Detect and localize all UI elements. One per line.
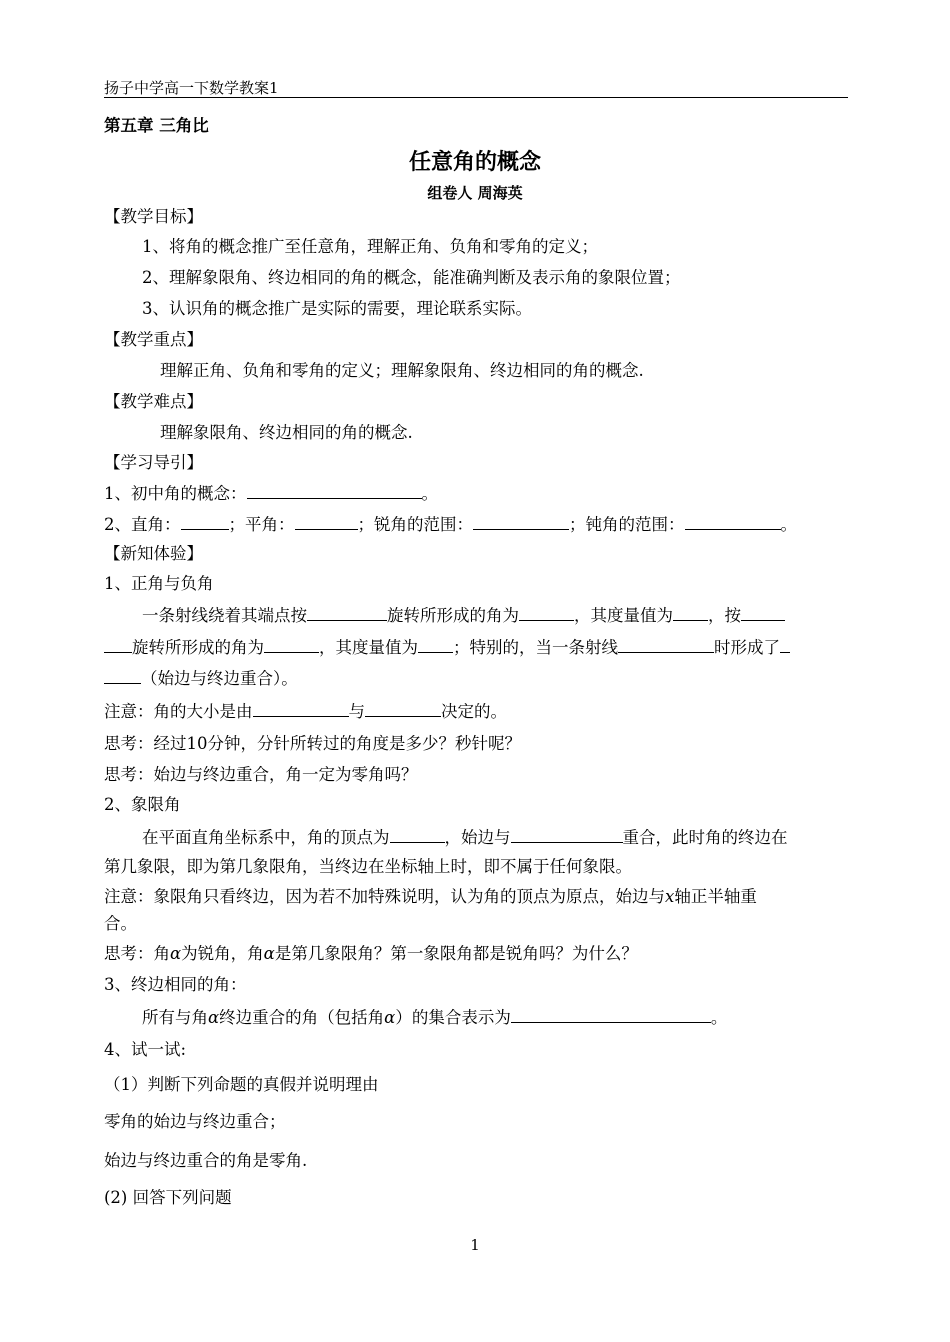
goal-item: 3、认识角的概念推广是实际的需要，理论联系实际。 bbox=[142, 299, 532, 318]
answer-blank bbox=[418, 636, 453, 653]
part-1-line-1: 一条射线绕着其端点按 旋转所形成的角为 ，其度量值为 ，按 bbox=[142, 604, 785, 627]
answer-blank bbox=[780, 636, 790, 653]
part-2-line-1: 在平面直角坐标系中，角的顶点为 ，始边与 重合，此时角的终边在 bbox=[142, 828, 788, 847]
difficulty-text: 理解象限角、终边相同的角的概念. bbox=[160, 423, 413, 442]
author-line: 组卷人 周海英 bbox=[427, 184, 523, 202]
part-1-line-3: （始边与终边重合）。 bbox=[104, 667, 298, 690]
page-header: 扬子中学高一下数学教案1 bbox=[104, 79, 279, 97]
answer-blank bbox=[104, 667, 141, 684]
question-1a: 零角的始边与终边重合； bbox=[104, 1112, 286, 1131]
answer-blank bbox=[511, 1006, 711, 1023]
answer-blank bbox=[104, 636, 132, 653]
think-3: 思考：角α为锐角，角α是第几象限角？第一象限角都是锐角吗？为什么？ bbox=[104, 944, 638, 963]
key-text: 理解正角、负角和零角的定义；理解象限角、终边相同的角的概念. bbox=[160, 361, 644, 380]
section-guide: 【学习导引】 bbox=[104, 453, 203, 472]
part-2-line-2: 第几象限，即为第几象限角，当终边在坐标轴上时，即不属于任何象限。 bbox=[104, 857, 632, 876]
alpha-symbol: α bbox=[263, 944, 275, 963]
answer-blank bbox=[685, 513, 781, 530]
note-1: 注意：角的大小是由 与 决定的。 bbox=[104, 702, 507, 721]
note-2-cont: 合。 bbox=[104, 914, 137, 933]
answer-blank bbox=[365, 700, 441, 717]
alpha-symbol: α bbox=[384, 1008, 396, 1027]
goal-item: 2、理解象限角、终边相同的角的概念，能准确判断及表示角的象限位置； bbox=[142, 268, 681, 287]
part-4-title: 4、试一试: bbox=[104, 1040, 187, 1059]
guide-item-1: 1、初中角的概念： 。 bbox=[104, 484, 438, 503]
answer-blank bbox=[618, 636, 714, 653]
section-goals: 【教学目标】 bbox=[104, 207, 203, 226]
part-3-title: 3、终边相同的角： bbox=[104, 975, 247, 994]
page-title: 任意角的概念 bbox=[408, 150, 541, 175]
think-1: 思考：经过10分钟，分针所转过的角度是多少？秒针呢？ bbox=[104, 734, 521, 753]
x-variable: x bbox=[665, 887, 675, 906]
question-1b: 始边与终边重合的角是零角. bbox=[104, 1151, 308, 1170]
answer-blank bbox=[247, 482, 422, 499]
guide-item-2: 2、直角： ；平角： ；锐角的范围： ；钝角的范围： 。 bbox=[104, 515, 797, 534]
answer-blank bbox=[181, 513, 229, 530]
part-3-line: 所有与角α终边重合的角（包括角α）的集合表示为 。 bbox=[142, 1008, 728, 1027]
part-1-title: 1、正角与负角 bbox=[104, 574, 214, 593]
guide-1-text: 1、初中角的概念： bbox=[104, 484, 247, 503]
answer-blank bbox=[390, 826, 445, 843]
alpha-symbol: α bbox=[170, 944, 182, 963]
answer-blank bbox=[519, 604, 574, 621]
answer-blank bbox=[307, 604, 387, 621]
answer-blank bbox=[741, 604, 785, 621]
answer-blank bbox=[295, 513, 358, 530]
part-2-title: 2、象限角 bbox=[104, 795, 181, 814]
header-rule bbox=[104, 97, 848, 98]
section-key: 【教学重点】 bbox=[104, 330, 203, 349]
part-1-line-2: 旋转所形成的角为 ，其度量值为 ；特别的，当一条射线 时形成了 bbox=[104, 636, 790, 659]
section-difficulty: 【教学难点】 bbox=[104, 392, 203, 411]
page-number: 1 bbox=[470, 1236, 480, 1254]
question-1: （1）判断下列命题的真假并说明理由 bbox=[104, 1075, 379, 1094]
answer-blank bbox=[673, 604, 708, 621]
alpha-symbol: α bbox=[208, 1008, 220, 1027]
section-new: 【新知体验】 bbox=[104, 544, 203, 563]
goal-item: 1、将角的概念推广至任意角，理解正角、负角和零角的定义； bbox=[142, 237, 598, 256]
answer-blank bbox=[253, 700, 349, 717]
answer-blank bbox=[473, 513, 569, 530]
note-2: 注意：象限角只看终边，因为若不加特殊说明，认为角的顶点为原点，始边与x轴正半轴重 bbox=[104, 887, 757, 906]
chapter-heading: 第五章 三角比 bbox=[104, 116, 209, 135]
question-2: (2) 回答下列问题 bbox=[104, 1188, 232, 1207]
think-2: 思考：始边与终边重合，角一定为零角吗？ bbox=[104, 765, 418, 784]
answer-blank bbox=[264, 636, 319, 653]
answer-blank bbox=[511, 826, 623, 843]
